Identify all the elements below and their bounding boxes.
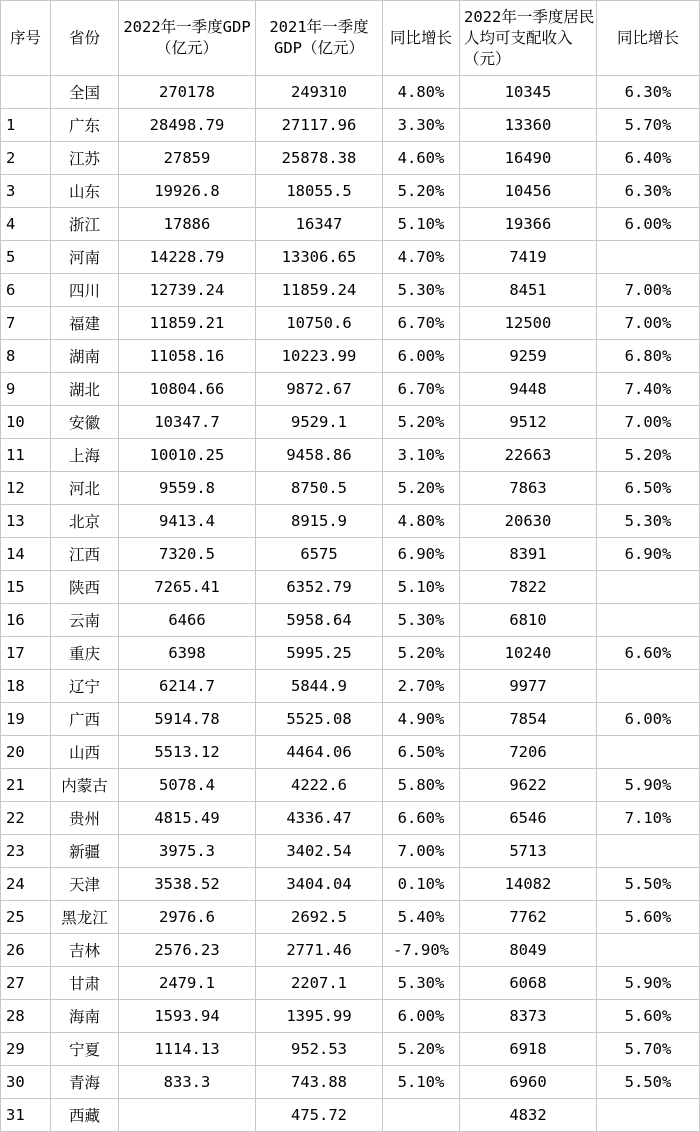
- cell-index: 22: [1, 802, 51, 835]
- cell-gdp-2021q1: 18055.5: [256, 175, 383, 208]
- cell-index: 29: [1, 1033, 51, 1066]
- cell-province: 山西: [51, 736, 119, 769]
- cell-province: 黑龙江: [51, 901, 119, 934]
- table-row: [1, 241, 700, 274]
- table-row: [1, 802, 700, 835]
- cell-gdp-2022q1: 833.3: [119, 1066, 256, 1099]
- table-row: [1, 307, 700, 340]
- cell-index: 5: [1, 241, 51, 274]
- cell-gdp-2022q1: 5078.4: [119, 769, 256, 802]
- cell-province: 甘肃: [51, 967, 119, 1000]
- cell-income-growth: [597, 835, 700, 868]
- cell-income-2022q1: 9259: [460, 340, 597, 373]
- cell-gdp-2022q1: 27859: [119, 142, 256, 175]
- cell-gdp-growth: 6.60%: [383, 802, 460, 835]
- header-province: 省份: [51, 1, 119, 76]
- cell-province: 陕西: [51, 571, 119, 604]
- cell-gdp-growth: 4.90%: [383, 703, 460, 736]
- cell-income-growth: 6.90%: [597, 538, 700, 571]
- cell-income-growth: 5.30%: [597, 505, 700, 538]
- cell-income-2022q1: 6960: [460, 1066, 597, 1099]
- cell-province: 全国: [51, 76, 119, 109]
- cell-gdp-2021q1: 6575: [256, 538, 383, 571]
- cell-income-growth: 6.50%: [597, 472, 700, 505]
- header-gdp-2022q1: 2022年一季度GDP（亿元）: [119, 1, 256, 76]
- cell-income-2022q1: 6068: [460, 967, 597, 1000]
- cell-gdp-growth: 5.20%: [383, 637, 460, 670]
- cell-province: 湖北: [51, 373, 119, 406]
- table-row: [1, 406, 700, 439]
- cell-income-2022q1: 7762: [460, 901, 597, 934]
- table-row: [1, 868, 700, 901]
- cell-income-growth: 7.00%: [597, 307, 700, 340]
- cell-gdp-growth: 6.70%: [383, 307, 460, 340]
- cell-gdp-growth: 4.70%: [383, 241, 460, 274]
- cell-gdp-growth: 4.60%: [383, 142, 460, 175]
- cell-gdp-2021q1: 475.72: [256, 1099, 383, 1132]
- cell-gdp-growth: 5.20%: [383, 406, 460, 439]
- cell-gdp-2021q1: 9458.86: [256, 439, 383, 472]
- cell-income-growth: 7.00%: [597, 274, 700, 307]
- cell-index: 14: [1, 538, 51, 571]
- cell-gdp-2021q1: 9529.1: [256, 406, 383, 439]
- cell-index: [1, 76, 51, 109]
- cell-income-2022q1: 10240: [460, 637, 597, 670]
- table-row: [1, 208, 700, 241]
- table-row: [1, 373, 700, 406]
- table-row: [1, 142, 700, 175]
- cell-gdp-growth: 5.10%: [383, 571, 460, 604]
- cell-gdp-2021q1: 3404.04: [256, 868, 383, 901]
- cell-gdp-2022q1: 9559.8: [119, 472, 256, 505]
- table-row: [1, 967, 700, 1000]
- cell-province: 重庆: [51, 637, 119, 670]
- cell-province: 福建: [51, 307, 119, 340]
- table-row: [1, 274, 700, 307]
- cell-gdp-growth: 5.30%: [383, 274, 460, 307]
- table-row: [1, 934, 700, 967]
- cell-province: 宁夏: [51, 1033, 119, 1066]
- cell-income-2022q1: 9448: [460, 373, 597, 406]
- cell-province: 贵州: [51, 802, 119, 835]
- cell-gdp-2021q1: 4222.6: [256, 769, 383, 802]
- cell-income-2022q1: 6810: [460, 604, 597, 637]
- cell-index: 13: [1, 505, 51, 538]
- cell-income-growth: 5.50%: [597, 868, 700, 901]
- cell-gdp-growth: 5.10%: [383, 1066, 460, 1099]
- cell-gdp-2022q1: 7265.41: [119, 571, 256, 604]
- cell-index: 12: [1, 472, 51, 505]
- cell-index: 16: [1, 604, 51, 637]
- cell-province: 西藏: [51, 1099, 119, 1132]
- cell-income-growth: 5.20%: [597, 439, 700, 472]
- table-row: [1, 1000, 700, 1033]
- cell-gdp-growth: 6.70%: [383, 373, 460, 406]
- cell-income-2022q1: 9512: [460, 406, 597, 439]
- cell-gdp-growth: -7.90%: [383, 934, 460, 967]
- cell-gdp-2021q1: 2692.5: [256, 901, 383, 934]
- cell-gdp-growth: 3.30%: [383, 109, 460, 142]
- cell-province: 内蒙古: [51, 769, 119, 802]
- cell-gdp-2021q1: 8750.5: [256, 472, 383, 505]
- cell-gdp-growth: 6.50%: [383, 736, 460, 769]
- table-row: [1, 439, 700, 472]
- cell-income-growth: 7.40%: [597, 373, 700, 406]
- cell-income-2022q1: 8373: [460, 1000, 597, 1033]
- table-row: [1, 637, 700, 670]
- cell-gdp-growth: [383, 1099, 460, 1132]
- cell-province: 四川: [51, 274, 119, 307]
- cell-income-growth: 6.00%: [597, 703, 700, 736]
- cell-gdp-2022q1: 6466: [119, 604, 256, 637]
- cell-index: 9: [1, 373, 51, 406]
- cell-gdp-2021q1: 5958.64: [256, 604, 383, 637]
- cell-gdp-2022q1: 7320.5: [119, 538, 256, 571]
- cell-gdp-2022q1: 19926.8: [119, 175, 256, 208]
- cell-gdp-2022q1: 2576.23: [119, 934, 256, 967]
- cell-gdp-2021q1: 1395.99: [256, 1000, 383, 1033]
- cell-income-growth: 6.40%: [597, 142, 700, 175]
- cell-income-2022q1: 7419: [460, 241, 597, 274]
- cell-income-2022q1: 12500: [460, 307, 597, 340]
- cell-gdp-2022q1: 28498.79: [119, 109, 256, 142]
- cell-index: 19: [1, 703, 51, 736]
- cell-province: 河南: [51, 241, 119, 274]
- cell-gdp-2022q1: 5513.12: [119, 736, 256, 769]
- cell-gdp-growth: 6.00%: [383, 1000, 460, 1033]
- cell-income-2022q1: 19366: [460, 208, 597, 241]
- cell-gdp-2022q1: 5914.78: [119, 703, 256, 736]
- table-row: [1, 538, 700, 571]
- cell-gdp-2022q1: 1114.13: [119, 1033, 256, 1066]
- cell-index: 11: [1, 439, 51, 472]
- cell-province: 江苏: [51, 142, 119, 175]
- cell-income-growth: 6.00%: [597, 208, 700, 241]
- cell-gdp-2021q1: 4464.06: [256, 736, 383, 769]
- cell-gdp-2022q1: 10010.25: [119, 439, 256, 472]
- cell-income-growth: 5.60%: [597, 901, 700, 934]
- cell-income-2022q1: 9977: [460, 670, 597, 703]
- table-row: [1, 1033, 700, 1066]
- cell-gdp-2021q1: 5995.25: [256, 637, 383, 670]
- table-row: [1, 769, 700, 802]
- cell-index: 28: [1, 1000, 51, 1033]
- cell-gdp-2021q1: 249310: [256, 76, 383, 109]
- cell-index: 21: [1, 769, 51, 802]
- cell-gdp-2021q1: 3402.54: [256, 835, 383, 868]
- cell-gdp-2022q1: 2976.6: [119, 901, 256, 934]
- cell-income-2022q1: 8049: [460, 934, 597, 967]
- cell-province: 海南: [51, 1000, 119, 1033]
- cell-gdp-2022q1: 3538.52: [119, 868, 256, 901]
- cell-index: 7: [1, 307, 51, 340]
- table-row: [1, 703, 700, 736]
- cell-index: 30: [1, 1066, 51, 1099]
- cell-income-growth: 5.90%: [597, 769, 700, 802]
- cell-income-growth: 5.70%: [597, 109, 700, 142]
- cell-gdp-growth: 3.10%: [383, 439, 460, 472]
- table-row: [1, 109, 700, 142]
- cell-income-2022q1: 8451: [460, 274, 597, 307]
- cell-gdp-growth: 5.20%: [383, 1033, 460, 1066]
- cell-index: 3: [1, 175, 51, 208]
- cell-income-2022q1: 22663: [460, 439, 597, 472]
- cell-gdp-growth: 5.80%: [383, 769, 460, 802]
- cell-index: 2: [1, 142, 51, 175]
- cell-income-2022q1: 10345: [460, 76, 597, 109]
- cell-gdp-2022q1: 11859.21: [119, 307, 256, 340]
- cell-gdp-growth: 5.20%: [383, 472, 460, 505]
- cell-income-2022q1: 13360: [460, 109, 597, 142]
- table-body: [1, 76, 700, 1132]
- cell-income-growth: 7.10%: [597, 802, 700, 835]
- cell-province: 北京: [51, 505, 119, 538]
- cell-gdp-2021q1: 2207.1: [256, 967, 383, 1000]
- table-row: [1, 1099, 700, 1132]
- cell-gdp-2021q1: 5525.08: [256, 703, 383, 736]
- cell-gdp-2022q1: 11058.16: [119, 340, 256, 373]
- cell-gdp-2022q1: 1593.94: [119, 1000, 256, 1033]
- cell-index: 31: [1, 1099, 51, 1132]
- cell-province: 河北: [51, 472, 119, 505]
- cell-gdp-2021q1: 2771.46: [256, 934, 383, 967]
- cell-gdp-2021q1: 27117.96: [256, 109, 383, 142]
- cell-income-growth: 7.00%: [597, 406, 700, 439]
- cell-gdp-2021q1: 743.88: [256, 1066, 383, 1099]
- cell-gdp-growth: 5.40%: [383, 901, 460, 934]
- table-row: [1, 1066, 700, 1099]
- cell-income-growth: 6.60%: [597, 637, 700, 670]
- header-index: 序号: [1, 1, 51, 76]
- table-row: [1, 835, 700, 868]
- cell-gdp-2022q1: 4815.49: [119, 802, 256, 835]
- cell-province: 广东: [51, 109, 119, 142]
- cell-province: 江西: [51, 538, 119, 571]
- cell-index: 20: [1, 736, 51, 769]
- cell-gdp-2021q1: 11859.24: [256, 274, 383, 307]
- cell-income-growth: 5.70%: [597, 1033, 700, 1066]
- cell-gdp-2022q1: 17886: [119, 208, 256, 241]
- table-row: [1, 901, 700, 934]
- cell-gdp-2022q1: 14228.79: [119, 241, 256, 274]
- cell-province: 青海: [51, 1066, 119, 1099]
- cell-gdp-2022q1: 10804.66: [119, 373, 256, 406]
- cell-gdp-growth: 5.30%: [383, 967, 460, 1000]
- cell-income-2022q1: 7206: [460, 736, 597, 769]
- cell-gdp-2022q1: 270178: [119, 76, 256, 109]
- cell-gdp-2021q1: 5844.9: [256, 670, 383, 703]
- cell-index: 15: [1, 571, 51, 604]
- table-row: [1, 76, 700, 109]
- cell-gdp-2022q1: 9413.4: [119, 505, 256, 538]
- cell-index: 6: [1, 274, 51, 307]
- cell-province: 新疆: [51, 835, 119, 868]
- header-gdp-2021q1: 2021年一季度GDP（亿元）: [256, 1, 383, 76]
- cell-gdp-2021q1: 6352.79: [256, 571, 383, 604]
- cell-province: 浙江: [51, 208, 119, 241]
- cell-gdp-2021q1: 9872.67: [256, 373, 383, 406]
- cell-gdp-2022q1: 2479.1: [119, 967, 256, 1000]
- cell-gdp-growth: 4.80%: [383, 76, 460, 109]
- cell-income-growth: 6.30%: [597, 175, 700, 208]
- cell-income-growth: [597, 604, 700, 637]
- cell-gdp-2021q1: 952.53: [256, 1033, 383, 1066]
- cell-gdp-growth: 6.90%: [383, 538, 460, 571]
- cell-province: 湖南: [51, 340, 119, 373]
- cell-gdp-growth: 5.30%: [383, 604, 460, 637]
- cell-gdp-growth: 2.70%: [383, 670, 460, 703]
- cell-province: 山东: [51, 175, 119, 208]
- cell-index: 4: [1, 208, 51, 241]
- cell-income-growth: [597, 571, 700, 604]
- header-income-growth: 同比增长: [597, 1, 700, 76]
- cell-gdp-growth: 6.00%: [383, 340, 460, 373]
- table-row: [1, 670, 700, 703]
- cell-income-2022q1: 6918: [460, 1033, 597, 1066]
- cell-income-2022q1: 6546: [460, 802, 597, 835]
- cell-index: 10: [1, 406, 51, 439]
- cell-province: 吉林: [51, 934, 119, 967]
- cell-index: 24: [1, 868, 51, 901]
- cell-gdp-growth: 5.20%: [383, 175, 460, 208]
- cell-income-growth: [597, 736, 700, 769]
- cell-province: 广西: [51, 703, 119, 736]
- cell-index: 25: [1, 901, 51, 934]
- cell-gdp-2022q1: 12739.24: [119, 274, 256, 307]
- cell-gdp-2021q1: 10223.99: [256, 340, 383, 373]
- cell-income-growth: [597, 241, 700, 274]
- cell-gdp-growth: 5.10%: [383, 208, 460, 241]
- table-row: [1, 175, 700, 208]
- cell-gdp-2021q1: 25878.38: [256, 142, 383, 175]
- cell-gdp-2021q1: 10750.6: [256, 307, 383, 340]
- table-row: [1, 604, 700, 637]
- cell-income-growth: [597, 934, 700, 967]
- cell-index: 26: [1, 934, 51, 967]
- header-income-2022q1: 2022年一季度居民人均可支配收入（元）: [460, 1, 597, 76]
- cell-province: 安徽: [51, 406, 119, 439]
- cell-income-2022q1: 9622: [460, 769, 597, 802]
- cell-income-2022q1: 7854: [460, 703, 597, 736]
- cell-index: 27: [1, 967, 51, 1000]
- cell-income-2022q1: 10456: [460, 175, 597, 208]
- cell-income-growth: 5.60%: [597, 1000, 700, 1033]
- cell-income-2022q1: 14082: [460, 868, 597, 901]
- cell-gdp-2021q1: 4336.47: [256, 802, 383, 835]
- cell-income-2022q1: 5713: [460, 835, 597, 868]
- table-row: [1, 472, 700, 505]
- cell-income-2022q1: 20630: [460, 505, 597, 538]
- cell-gdp-growth: 7.00%: [383, 835, 460, 868]
- cell-gdp-2022q1: [119, 1099, 256, 1132]
- cell-income-2022q1: 16490: [460, 142, 597, 175]
- cell-income-2022q1: 4832: [460, 1099, 597, 1132]
- cell-income-growth: 6.30%: [597, 76, 700, 109]
- cell-index: 8: [1, 340, 51, 373]
- cell-gdp-2022q1: 10347.7: [119, 406, 256, 439]
- cell-income-growth: 5.90%: [597, 967, 700, 1000]
- cell-income-growth: 6.80%: [597, 340, 700, 373]
- cell-gdp-2022q1: 6398: [119, 637, 256, 670]
- cell-gdp-growth: 0.10%: [383, 868, 460, 901]
- cell-index: 17: [1, 637, 51, 670]
- cell-province: 辽宁: [51, 670, 119, 703]
- cell-income-2022q1: 8391: [460, 538, 597, 571]
- cell-income-2022q1: 7822: [460, 571, 597, 604]
- table-row: [1, 505, 700, 538]
- cell-province: 云南: [51, 604, 119, 637]
- cell-gdp-2022q1: 6214.7: [119, 670, 256, 703]
- table-row: [1, 571, 700, 604]
- table-row: [1, 736, 700, 769]
- cell-income-growth: [597, 1099, 700, 1132]
- header-row: [1, 1, 700, 76]
- cell-province: 天津: [51, 868, 119, 901]
- header-gdp-growth: 同比增长: [383, 1, 460, 76]
- cell-index: 18: [1, 670, 51, 703]
- cell-gdp-2021q1: 13306.65: [256, 241, 383, 274]
- cell-gdp-2021q1: 8915.9: [256, 505, 383, 538]
- cell-income-growth: 5.50%: [597, 1066, 700, 1099]
- cell-gdp-growth: 4.80%: [383, 505, 460, 538]
- cell-gdp-2022q1: 3975.3: [119, 835, 256, 868]
- cell-index: 23: [1, 835, 51, 868]
- cell-index: 1: [1, 109, 51, 142]
- cell-income-growth: [597, 670, 700, 703]
- cell-gdp-2021q1: 16347: [256, 208, 383, 241]
- cell-province: 上海: [51, 439, 119, 472]
- table-row: [1, 340, 700, 373]
- cell-income-2022q1: 7863: [460, 472, 597, 505]
